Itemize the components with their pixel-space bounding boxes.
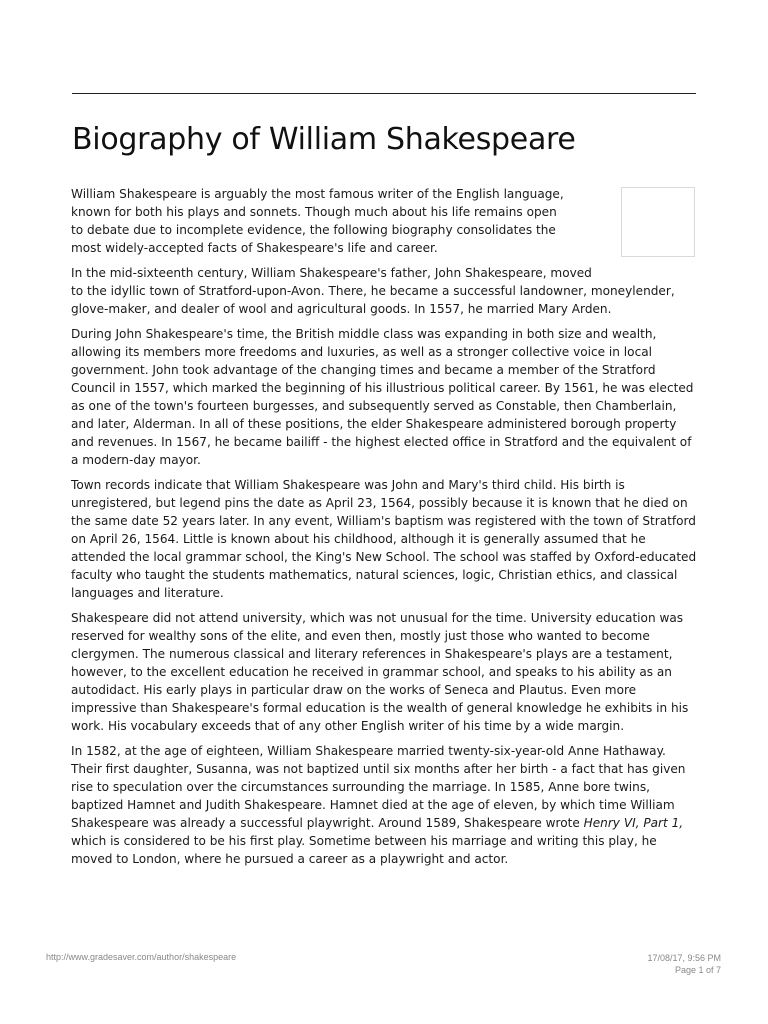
- paragraph-marriage-end: which is considered to be his first play. Sometime between his marriage and writing this play, he moved to London, where he pursued a career as a playwright and actor.: [71, 834, 657, 866]
- paragraph-father-first-line: In the mid-sixteenth century, William Shakespeare's father, John Shakespeare, moved: [71, 266, 592, 280]
- page-title: Biography of William Shakespeare: [72, 122, 576, 157]
- header-rule: [72, 93, 696, 94]
- paragraph-father: [71, 264, 697, 318]
- paragraph-birth: Town records indicate that William Shakespeare was John and Mary's third child. His birth is unregistered, but legend pins the date as April 23, 1564, possibly because it is known that he died on the same date 52 years later. In any event, William's baptism was registered with the town of Stratford on April 26, 1564. Little is known about his childhood, although it is generally assumed that he attended the local grammar school, the King's New School. The school was staffed by Oxford-educated faculty who taught the students mathematics, natural sciences, logic, Christian ethics, and classical languages and literature.: [71, 478, 697, 600]
- paragraph-marriage-start: In 1582, at the age of eighteen, William Shakespeare married twenty-six-year-old Anne Hathaway. Their first daughter, Susanna, was not baptized until six months after her birth - a fact that has given rise to speculation over the circumstances surrounding the marriage. In 1585, Anne bore twins, baptized Hamnet and Judith Shakespeare. Hamnet died at the age of eleven, by which time William Shakespeare was already a successful playwright. Around 1589, Shakespeare wrote: [71, 744, 686, 830]
- intro-paragraph: William Shakespeare is arguably the most famous writer of the English language, known for both his plays and sonnets. Though much about his life remains open to debate due to incomplete evidence, the following biography consolidates the most widely-accepted facts of Shakespeare's life and career.: [71, 187, 564, 255]
- paragraph-father-rest: to the idyllic town of Stratford-upon-Avon. There, he became a successful landowner, moneylender, glove-maker, and dealer of wool and agricultural goods. In 1557, he married Mary Arden.: [71, 284, 675, 316]
- play-title-henry-vi: Henry VI, Part 1,: [583, 816, 684, 830]
- paragraph-education: Shakespeare did not attend university, which was not unusual for the time. University education was reserved for wealthy sons of the elite, and even then, mostly just those who wanted to become clergymen. The numerous classical and literary references in Shakespeare's plays are a testament, however, to the excellent education he received in grammar school, and speaks to his ability as an autodidact. His early plays in particular draw on the works of Seneca and Plautus. Even more impressive than Shakespeare's formal education is the wealth of general knowledge he exhibits in his work. His vocabulary exceeds that of any other English writer of his time by a wide margin.: [71, 611, 689, 733]
- paragraph-marriage: [71, 742, 697, 868]
- footer-timestamp: 17/08/17, 9:56 PM: [647, 953, 721, 963]
- paragraph-middle-class: During John Shakespeare's time, the British middle class was expanding in both size and wealth, allowing its members more freedoms and luxuries, as well as a stronger collective voice in local government. John took advantage of the changing times and became a member of the Stratford Council in 1557, which marked the beginning of his illustrious political career. By 1561, he was elected as one of the town's fourteen burgesses, and subsequently served as Constable, then Chamberlain, and later, Alderman. In all of these positions, the elder Shakespeare administered borough property and revenues. In 1567, he became bailiff - the highest elected office in Stratford and the equivalent of a modern-day mayor.: [71, 327, 694, 467]
- article-body: [71, 185, 697, 875]
- footer-meta: [647, 952, 721, 976]
- footer-page-number: Page 1 of 7: [674, 965, 721, 975]
- footer-url: http://www.gradesaver.com/author/shakespeare: [46, 952, 237, 962]
